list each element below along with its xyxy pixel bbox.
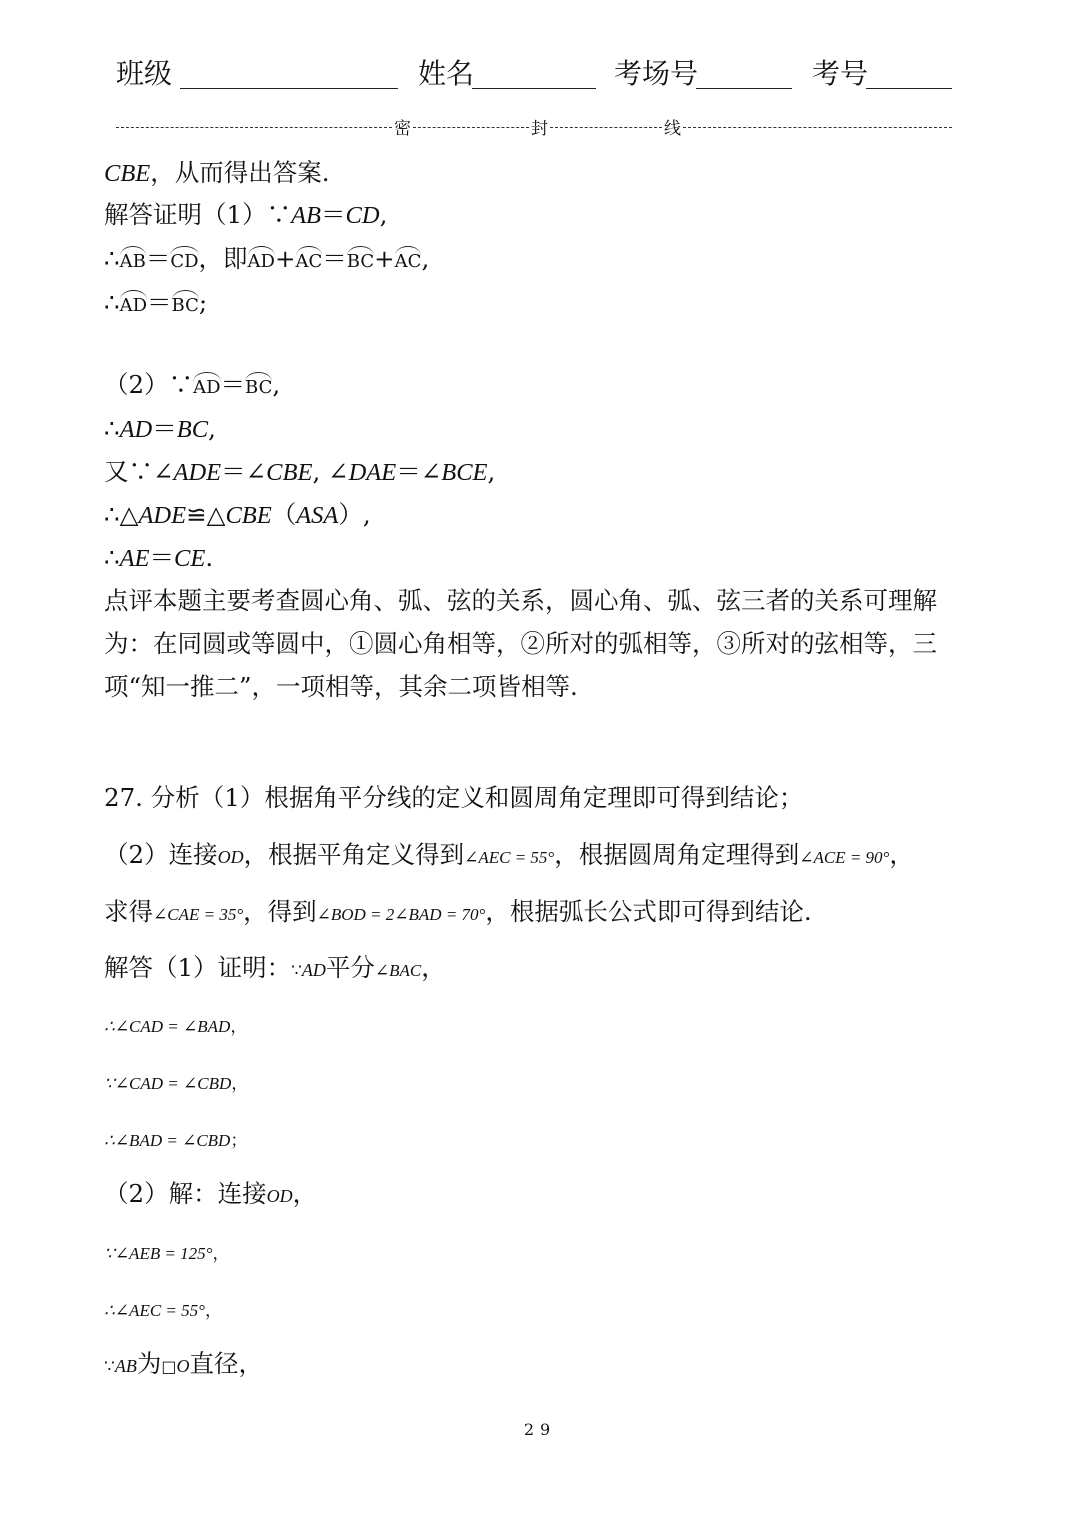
line-arcs-2: ∴AD＝BC;	[104, 288, 208, 317]
arc-cd: CD	[170, 246, 198, 272]
arc-ad: AD	[120, 290, 147, 316]
line-congruent: ∴△ADE≌△CBE（ASA）,	[104, 500, 371, 529]
line-cbe: CBE，从而得出答案.	[104, 158, 330, 187]
arc-bc: BC	[245, 372, 272, 398]
q27-part2: （2）解：连接OD，	[104, 1179, 318, 1208]
q27-step-cad-bad: ∴∠CAD = ∠BAD，	[104, 1017, 248, 1036]
q27-analysis-2: （2）连接OD，根据平角定义得到∠AEC = 55°，根据圆周角定理得到∠ACE = 90°，	[104, 840, 914, 869]
exam-no-blank	[866, 88, 952, 89]
arc-ab: AB	[120, 246, 146, 272]
arc-bc: BC	[347, 246, 374, 272]
line-part2-arcs: （2）∵AD＝BC,	[104, 370, 281, 399]
arc-bc: BC	[172, 290, 199, 316]
line-arcs-1: ∴AB＝CD，即AD+AC＝BC+AC,	[104, 244, 430, 273]
q27-step-aec: ∴∠AEC = 55°，	[104, 1301, 222, 1320]
q27-step-diameter: ∵AB为□O直径，	[104, 1349, 263, 1378]
arc-ac-2: AC	[395, 246, 422, 272]
line-ad-bc: ∴AD＝BC,	[104, 414, 216, 443]
q27-step-bad-cbd: ∴∠BAD = ∠CBD；	[104, 1131, 248, 1150]
q27-step-aeb: ∵∠AEB = 125°，	[104, 1244, 230, 1263]
line-proof-1: 解答证明（1）∵AB＝CD,	[104, 200, 388, 229]
q27-analysis-3: 求得∠CAE = 35°，得到∠BOD = 2∠BAD = 70°，根据弧长公式即可得到结论.	[104, 897, 812, 926]
name-blank	[472, 88, 596, 89]
room-label: 考场号	[614, 57, 699, 90]
exam-no-label: 考号	[812, 57, 869, 90]
seal-feng: 封	[531, 118, 548, 139]
arc-ad: AD	[248, 246, 275, 272]
room-blank	[696, 88, 792, 89]
q27-step-cad-cbd: ∵∠CAD = ∠CBD，	[104, 1074, 249, 1093]
arc-ac: AC	[296, 246, 323, 272]
exam-header	[0, 52, 1080, 102]
line-ae-ce: ∴AE＝CE.	[104, 543, 214, 572]
q27-analysis-1: 27. 分析（1）根据角平分线的定义和圆周角定理即可得到结论；	[104, 783, 804, 812]
name-label: 姓名	[418, 57, 475, 90]
page-number: 29	[523, 1420, 557, 1439]
comment-paragraph: 点评本题主要考查圆心角、弧、弦的关系，圆心角、弧、弦三者的关系可理解为：在同圆或等圆中，①圆心角相等，②所对的弧相等，③所对的弦相等，三项“知一推二”，一项相等，其余二项皆相等.	[104, 586, 937, 701]
class-label: 班级	[116, 57, 173, 90]
seal-xian: 线	[664, 118, 681, 139]
arc-ad: AD	[193, 372, 220, 398]
line-angles: 又∵∠ADE＝∠CBE, ∠DAE＝∠BCE,	[104, 457, 496, 486]
class-blank	[180, 88, 398, 89]
q27-solution-1: 解答（1）证明：∵AD平分∠BAC，	[104, 953, 446, 982]
seal-line	[116, 114, 952, 138]
seal-mi: 密	[394, 118, 411, 139]
missing-glyph-box: □	[161, 1357, 177, 1376]
